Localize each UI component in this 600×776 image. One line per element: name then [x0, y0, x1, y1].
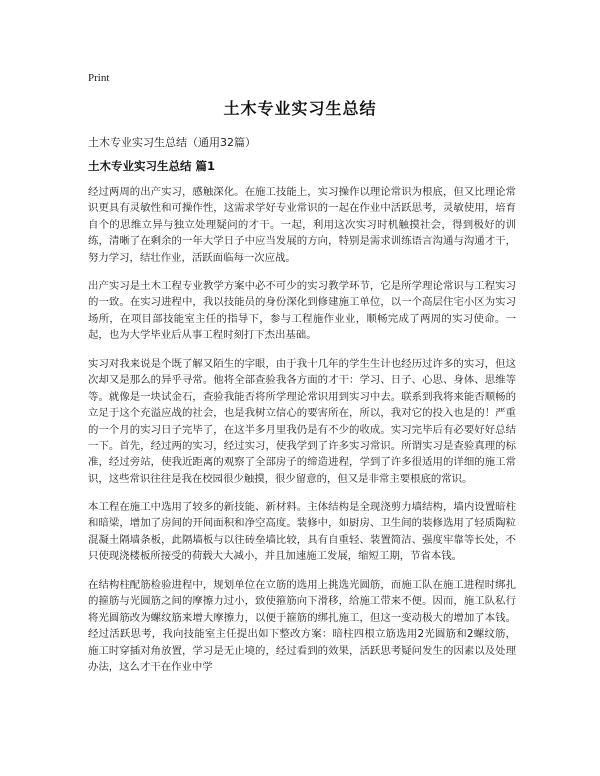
body-paragraph: 实习对我来说是个既了解又陌生的字眼，由于我十几年的学生生计也经历过许多的实习，但这次却又是那么的异乎寻常。他将全部查验我各方面的才干：学习、日子、心思、身体、思维等等。就像是一块试金石，查验我能否将所学理论常识用到实习中去。联系到我将来能否顺畅的立足于这个充溢应战的社会，也是我树立信心的要害所在，所以，我对它的投入也是的！严重的一个月的实习日子完毕了，在这半多月里我仍是有不少的收成。实习完毕后有必要好好总结一下。首先，经过两的实习，经过实习，使我学到了许多实习常识。所谓实习是查验真理的标准，经过旁站，使我近距离的观察了全部房子的缔造进程，学到了许多很适用的详细的施工常识，这些常识往往是我在校园很少触摸，很少留意的，但又是非常主要根底的常识。 — [88, 358, 516, 485]
section-heading: 土木专业实习生总结 篇1 — [88, 159, 216, 173]
body-paragraph: 在结构柱配筋检验进程中，规划单位在立筋的选用上挑选光圆筋，而施工队在施工进程时绑扎的箍筋与光圆筋之间的摩擦力过小，致使箍筋向下滑移，给施工带来不便。因而，施工队私行将光圆筋改为螺纹筋来增大摩擦力，以便于箍筋的绑扎施工，但这一变动极大的增加了本钱。经过活跃思考，我向技能室主任提出如下整改方案：暗柱四根立筋选用2光圆筋和2螺纹筋，施工时穿插对角放置，学习是无止境的，经过看到的效果，活跃思考疑问发生的因素以及处理办法，这么才干在作业中学 — [88, 579, 516, 674]
body-paragraph: 经过两周的出产实习，感触深化。在施工技能上，实习操作以理论常识为根底，但又比理论常识更具有灵敏性和可操作性，这需求学好专业常识的一起在作业中活跃思考，灵敏使用，培育自个的思维立异与独立处理疑问的才干。一起，利用这次实习时机触摸社会，得到极好的训练，清晰了在剩余的一年大学日子中应当发展的方向，特别是需求训练语言沟通与沟通才干，努力学习，结壮作业，活跃面临每一次应战。 — [88, 186, 516, 264]
body-paragraph: 本工程在施工中选用了较多的新技能、新材料。主体结构是全现浇剪力墙结构，墙内设置暗柱和暗梁，增加了房间的开间面积和净空高度。装修中，如厨房、卫生间的装修选用了轻质陶粒混凝土隔墙条板，此隔墙板与以往砖垒墙比较，具有自重轻、装置简洁、强度牢靠等长处，不只使现浇楼板所接受的荷载大大减小，并且加速施工发展，缩短工期，节省本钱。 — [88, 501, 516, 563]
body-paragraph: 出产实习是土木工程专业教学方案中必不可少的实习教学环节，它是所学理论常识与工程实习的一致。在实习进程中，我以技能员的身份深化到修建施工单位，以一个高层住宅小区为实习场所，在项目部技能室主任的指导下，参与工程施作业业，顺畅完成了两周的实习使命。一起，也为大学毕业后从事工程时刻打下杰出基础。 — [88, 280, 516, 342]
page-subtitle: 土木专业实习生总结（通用32篇） — [88, 136, 256, 149]
page-title: 土木专业实习生总结 — [223, 99, 377, 118]
print-label: Print — [88, 72, 110, 84]
